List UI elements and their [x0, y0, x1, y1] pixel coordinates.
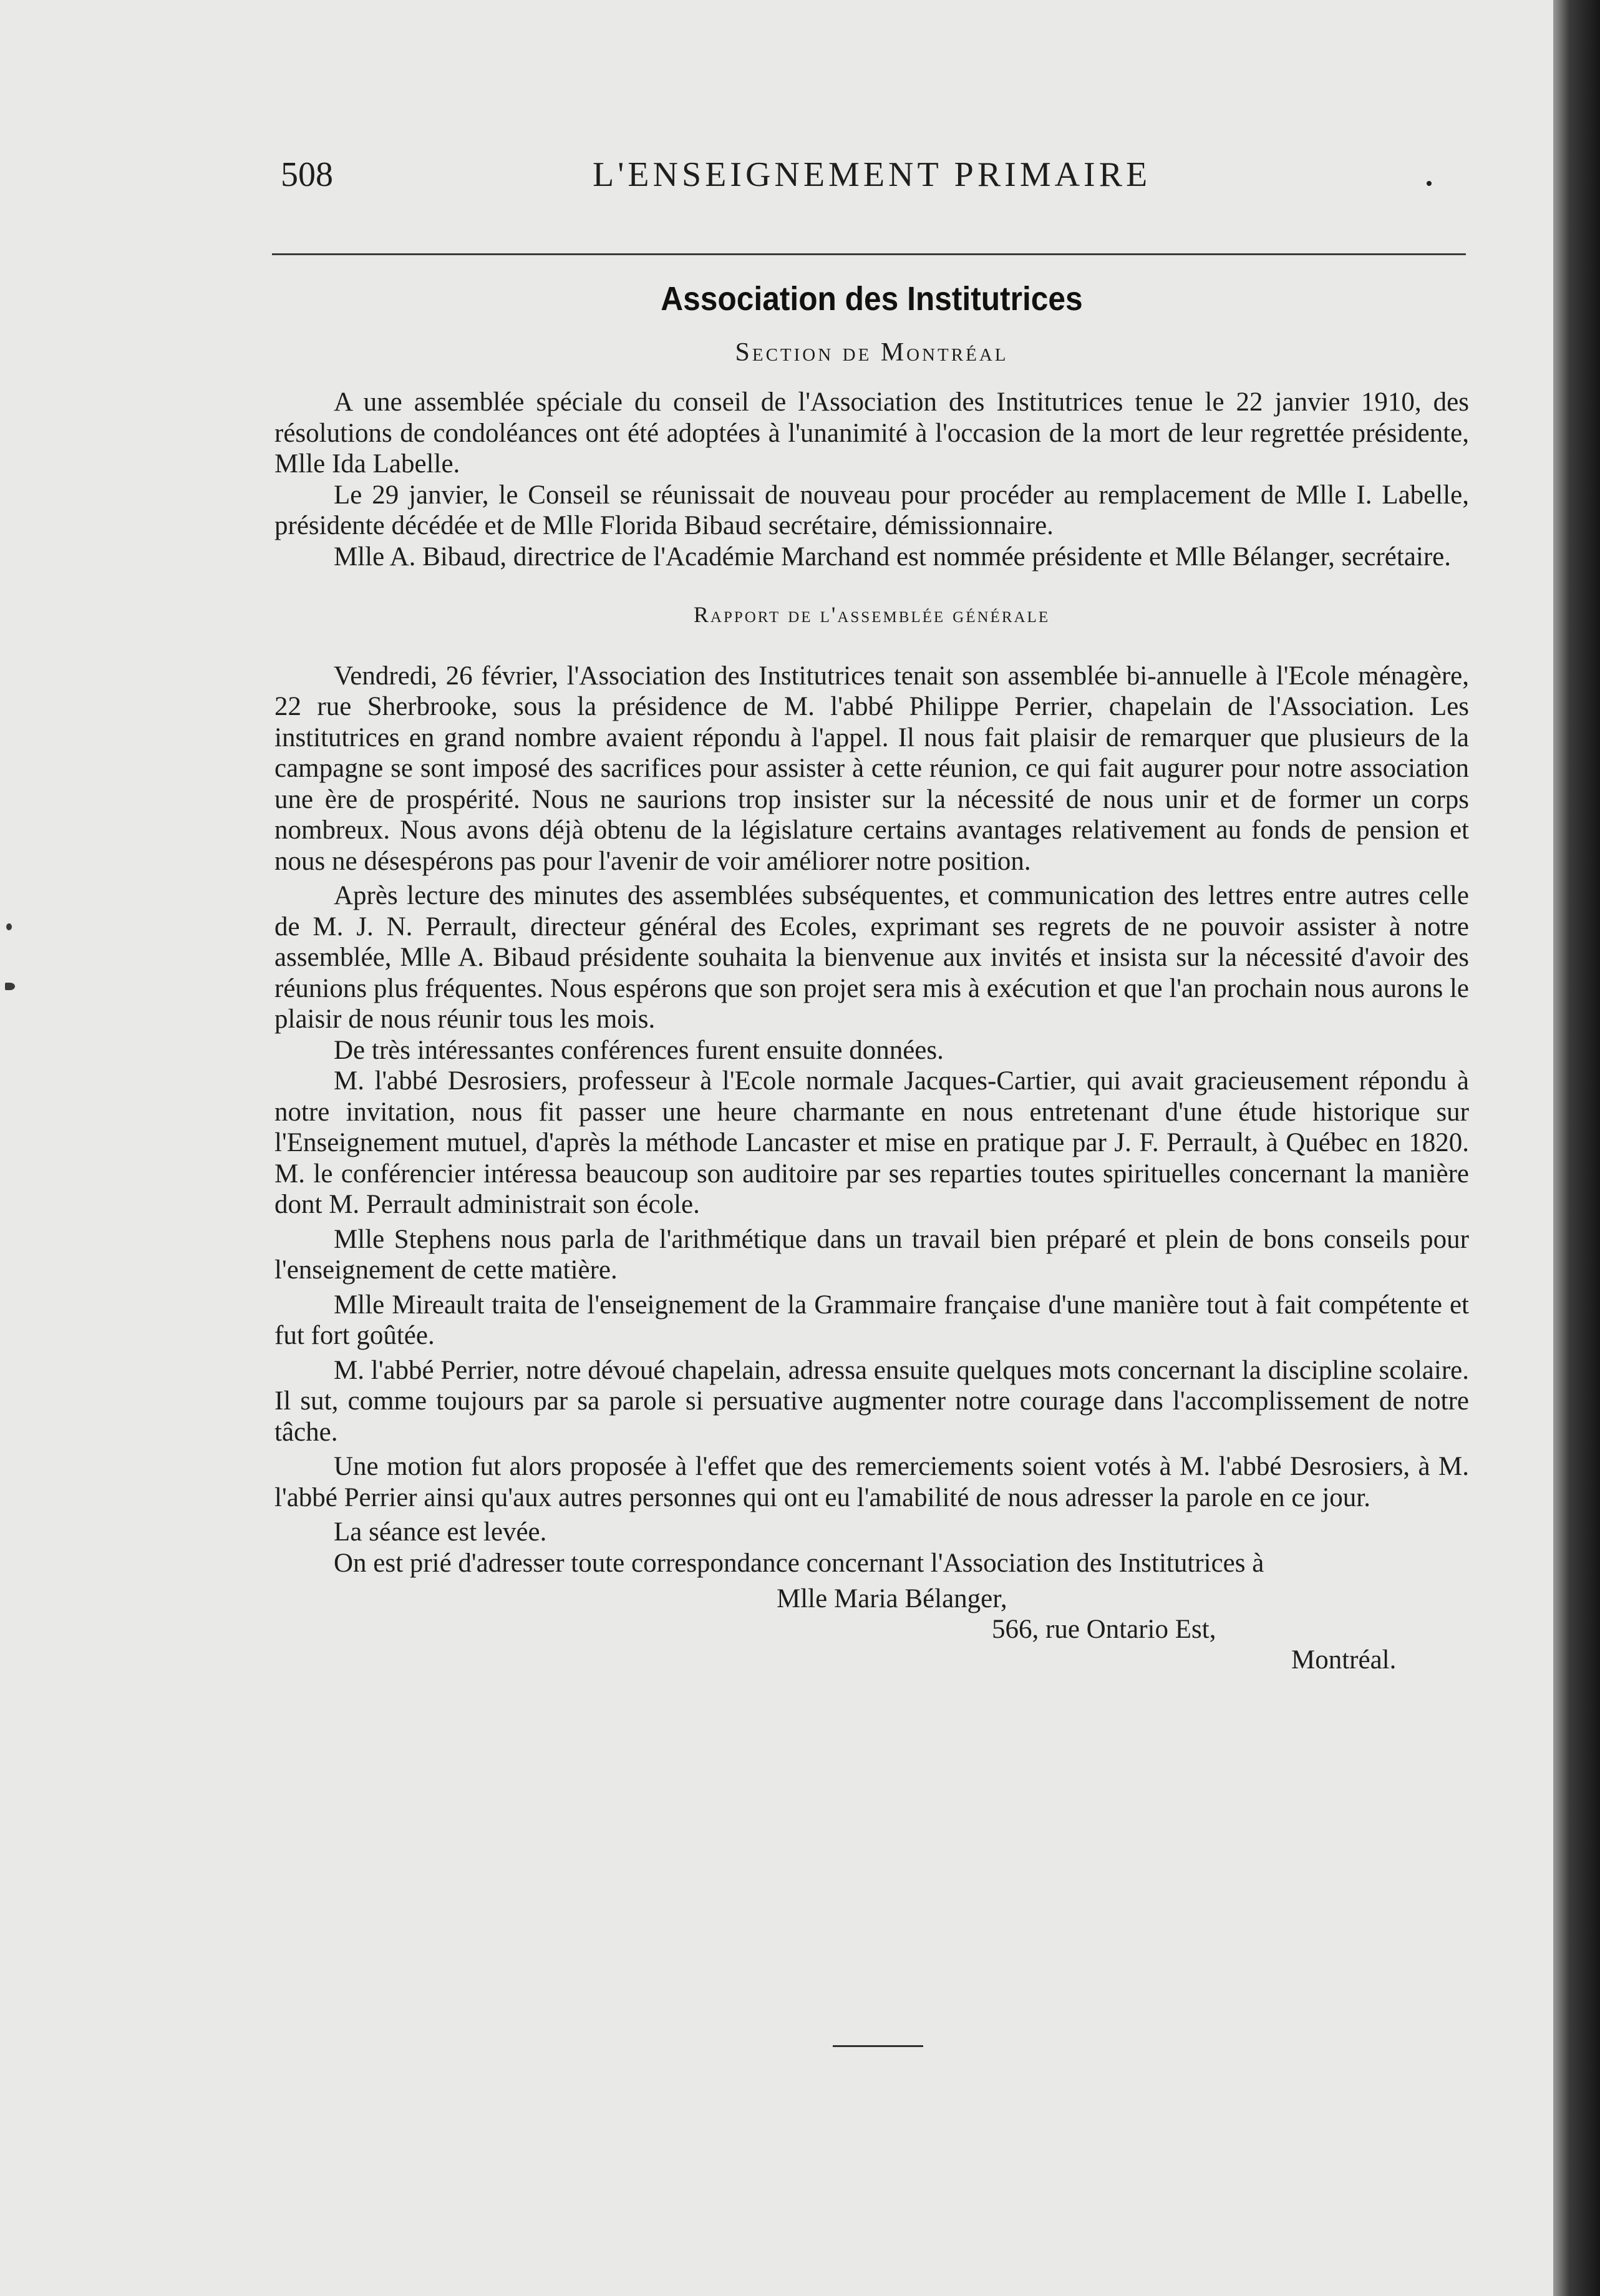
- report-heading: Rapport de l'assemblée générale: [693, 602, 1050, 627]
- page-edge-shadow: [1553, 0, 1600, 2296]
- signature-city: Montréal.: [1291, 1645, 1397, 1675]
- paragraph: Mlle Mireault traita de l'enseignement de la Grammaire française d'une manière tout à fait compétente et fut fort goûtée.: [274, 1290, 1469, 1350]
- paragraph: A une assemblée spéciale du conseil de l'Association des Institutrices tenue le 22 janvier 1910, des résolutions de condoléances ont été adoptées à l'unanimité à l'occasion de la mort de leur regrettée présidente, Mlle Ida Labelle.: [274, 387, 1469, 479]
- section-heading: Section de Montréal: [735, 338, 1009, 367]
- header-rule: [272, 253, 1466, 255]
- running-head: [274, 155, 1432, 198]
- paragraph: Après lecture des minutes des assemblées subséquentes, et communication des lettres entre autres celle de M. J. N. Perrault, directeur général des Ecoles, exprimant ses regrets de ne pouvoir assister à notre assemblée, Mlle A. Bibaud présidente souhaita la bienvenue aux invités et insista sur la nécessité d'avoir des réunions plus fréquentes. Nous espérons que son projet sera mis à exécution et que l'an prochain nous aurons le plaisir de nous réunir tous les mois.: [274, 881, 1469, 1034]
- paragraph: La séance est levée.: [334, 1517, 547, 1547]
- decorative-dot: [1427, 181, 1432, 186]
- article: [274, 280, 1469, 1675]
- paragraph: M. l'abbé Perrier, notre dévoué chapelain, adressa ensuite quelques mots concernant la discipline scolaire. Il sut, comme toujours par sa parole si persuative augmenter notre courage dans l'accomplissement de notre tâche.: [274, 1355, 1469, 1447]
- margin-mark: [6, 923, 12, 930]
- article-title: Association des Institutrices: [661, 280, 1083, 318]
- paragraph: Vendredi, 26 février, l'Association des Institutrices tenait son assemblée bi-annuelle à l'Ecole ménagère, 22 rue Sherbrooke, sous la présidence de M. l'abbé Philippe Perrier, chapelain de l'Association. Les institutrices en grand nombre avaient répondu à l'appel. Il nous fait plaisir de remarquer que plusieurs de la campagne se sont imposé des sacrifices pour assister à cette réunion, ce qui fait augurer pour notre association une ère de prospérité. Nous ne saurions trop insister sur la nécessité de nous unir et de former un corps nombreux. Nous avons déjà obtenu de la législature certains avantages relativement au fonds de pension et nous ne désespérons pas pour l'avenir de voir améliorer notre position.: [274, 661, 1469, 876]
- paragraph: On est prié d'adresser toute correspondance concernant l'Association des Institutrices à: [334, 1548, 1264, 1578]
- page-number: 508: [281, 155, 333, 194]
- margin-mark: [5, 983, 15, 990]
- paragraph: Mlle Stephens nous parla de l'arithmétique dans un travail bien préparé et plein de bons conseils pour l'enseignement de cette matière.: [274, 1224, 1469, 1285]
- paragraph: Le 29 janvier, le Conseil se réunissait de nouveau pour procéder au remplacement de Mlle I. Labelle, présidente décédée et de Mlle Florida Bibaud secrétaire, démissionnaire.: [274, 480, 1469, 540]
- paragraph: Mlle A. Bibaud, directrice de l'Académie Marchand est nommée présidente et Mlle Bélanger, secrétaire.: [334, 542, 1452, 572]
- closing-rule: [833, 2045, 923, 2047]
- signature-street: 566, rue Ontario Est,: [992, 1615, 1216, 1644]
- signature-name: Mlle Maria Bélanger,: [777, 1584, 1007, 1613]
- paragraph: M. l'abbé Desrosiers, professeur à l'Ecole normale Jacques-Cartier, qui avait gracieusement répondu à notre invitation, nous fit passer une heure charmante en nous entretenant d'une étude historique sur l'Enseignement mutuel, d'après la méthode Lancaster et mise en pratique par J. F. Perrault, à Québec en 1820. M. le conférencier intéressa beaucoup son auditoire par ses reparties toutes spirituelles concernant la manière dont M. Perrault administrait son école.: [274, 1066, 1469, 1219]
- paragraph: De très intéressantes conférences furent ensuite données.: [334, 1035, 944, 1065]
- journal-title: L'ENSEIGNEMENT PRIMAIRE: [593, 155, 1152, 194]
- paragraph: Une motion fut alors proposée à l'effet que des remerciements soient votés à M. l'abbé Desrosiers, à M. l'abbé Perrier ainsi qu'aux autres personnes qui ont eu l'amabilité de nous adresser la parole en ce jour.: [274, 1452, 1469, 1512]
- signature-block: [274, 1583, 1469, 1675]
